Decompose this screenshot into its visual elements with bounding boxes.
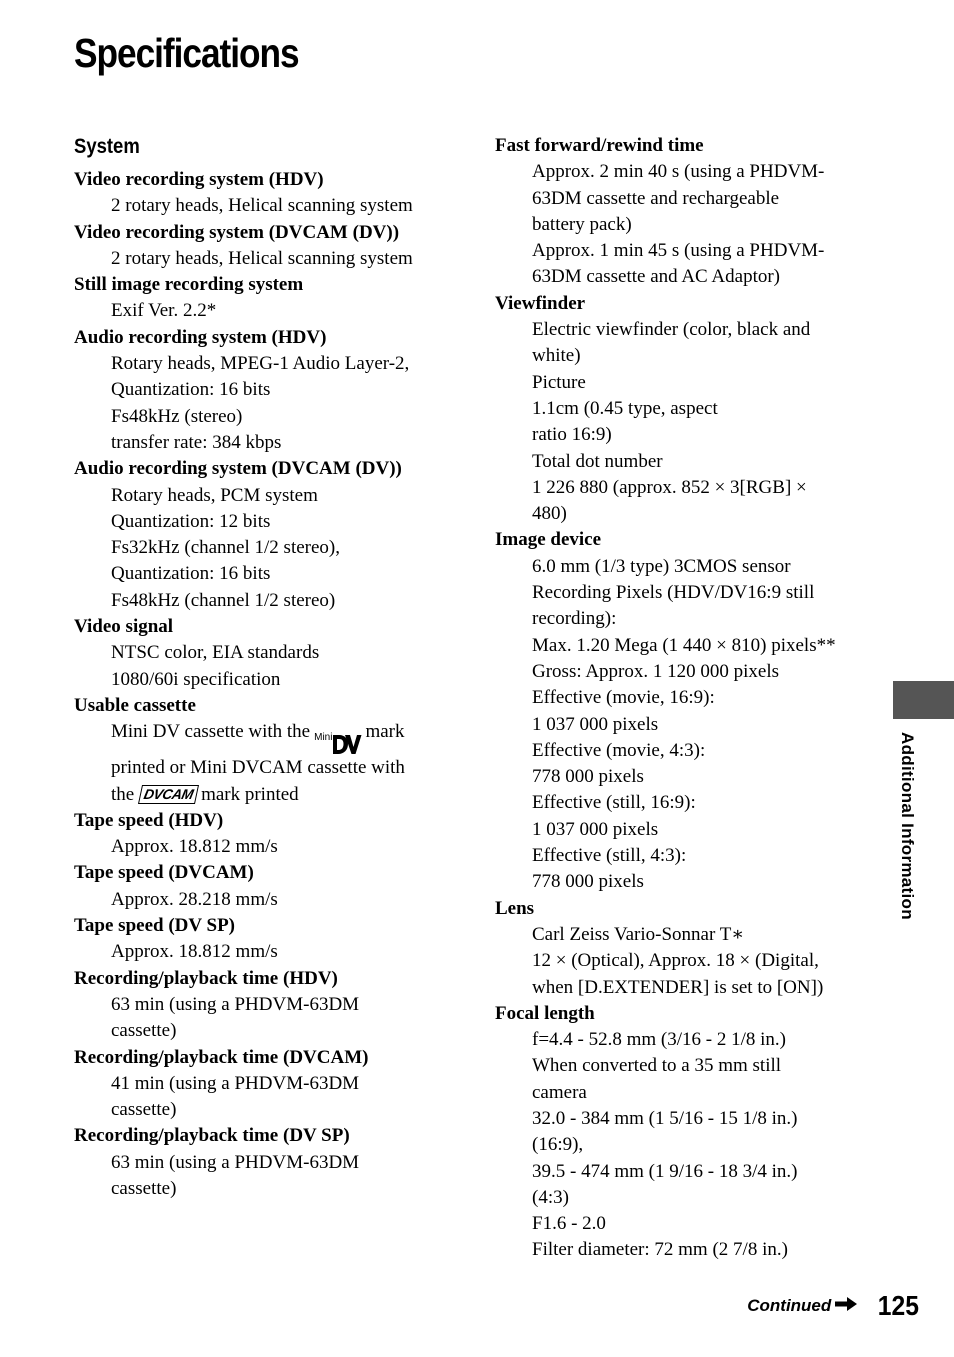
spec-value-line: (16:9),: [532, 1134, 584, 1156]
spec-value-line: Effective (still, 16:9):: [532, 792, 696, 814]
right-spec-list: [495, 133, 880, 1264]
spec-value-line: Rotary heads, MPEG-1 Audio Layer-2,: [111, 353, 410, 375]
spec-value-line: Electric viewfinder (color, black and: [532, 319, 811, 341]
spec-value-line: Max. 1.20 Mega (1 440 × 810) pixels**: [532, 634, 836, 656]
spec-value-line: 6.0 mm (1/3 type) 3CMOS sensor: [532, 555, 791, 577]
spec-value-line: Rotary heads, PCM system: [111, 484, 318, 506]
spec-label: Tape speed (HDV): [74, 809, 224, 831]
spec-value-line: 12 × (Optical), Approx. 18 × (Digital,: [532, 950, 819, 972]
spec-value-line: When converted to a 35 mm still: [532, 1055, 782, 1077]
spec-entry: [74, 220, 459, 273]
spec-value-line: [74, 719, 459, 755]
spec-entry: [74, 860, 459, 913]
spec-label: Audio recording system (DVCAM (DV)): [74, 458, 402, 480]
spec-entry: [495, 1001, 880, 1264]
spec-entry: [74, 808, 459, 861]
spec-label: Recording/playback time (DV SP): [74, 1125, 350, 1147]
spec-label: Fast forward/rewind time: [495, 135, 704, 156]
spec-value-line: 1 037 000 pixels: [532, 713, 659, 735]
spec-entry: [74, 1045, 459, 1124]
spec-value-line: ratio 16:9): [532, 424, 612, 446]
page-title: Specifications: [74, 30, 299, 76]
spec-value-line: Fs48kHz (channel 1/2 stereo): [111, 589, 336, 611]
spec-value-line: Approx. 28.218 mm/s: [111, 888, 278, 910]
spec-entry: [74, 1123, 459, 1202]
spec-value-line: 2 rotary heads, Helical scanning system: [111, 195, 413, 217]
spec-value-line: 2 rotary heads, Helical scanning system: [111, 247, 413, 269]
spec-value-line: NTSC color, EIA standards: [111, 642, 320, 664]
left-column: [74, 133, 459, 1202]
cassette-text: mark printed: [201, 783, 299, 805]
spec-value-line: Fs32kHz (channel 1/2 stereo),: [111, 537, 340, 559]
spec-label: Focal length: [495, 1002, 595, 1024]
spec-value-line: Quantization: 12 bits: [111, 510, 271, 532]
continued-label: Continued: [747, 1296, 832, 1315]
spec-value-line: 1080/60i specification: [111, 668, 281, 690]
spec-label: Tape speed (DVCAM): [74, 862, 254, 884]
spec-entry: [495, 291, 880, 528]
spec-value-line: Recording Pixels (HDV/DV16:9 still: [532, 582, 815, 604]
spec-value-line: Approx. 1 min 45 s (using a PHDVM-: [532, 240, 825, 262]
spec-value-line: printed or Mini DVCAM cassette with: [111, 757, 405, 779]
spec-label: Video recording system (DVCAM (DV)): [74, 221, 400, 243]
spec-label: Lens: [495, 897, 535, 919]
spec-value-line: Effective (movie, 16:9):: [532, 687, 715, 709]
mini-dv-logo: [314, 733, 362, 755]
spec-value-line: 480): [532, 503, 567, 525]
spec-value-line: battery pack): [532, 213, 632, 235]
spec-value-line: cassette): [111, 1177, 177, 1199]
spec-label: Audio recording system (HDV): [74, 326, 327, 348]
spec-label: Viewfinder: [495, 292, 586, 314]
spec-value-line: 63 min (using a PHDVM-63DM: [111, 1151, 360, 1173]
spec-value-line: Effective (movie, 4:3):: [532, 739, 706, 761]
spec-value-line: recording):: [532, 608, 617, 630]
page-number: 125: [878, 1290, 920, 1321]
spec-value-line: camera: [532, 1081, 587, 1103]
spec-value-line: f=4.4 - 52.8 mm (3/16 - 2 1/8 in.): [532, 1029, 786, 1051]
spec-value-line: 1 226 880 (approx. 852 × 3[RGB] ×: [532, 476, 807, 498]
cassette-text: mark: [365, 721, 405, 743]
spec-label: Recording/playback time (HDV): [74, 967, 338, 989]
spec-entry: [495, 896, 880, 1001]
spec-label: Usable cassette: [74, 694, 196, 716]
dvcam-logo: DVCAM: [138, 785, 199, 804]
spec-value-line: 778 000 pixels: [532, 871, 644, 893]
spec-value-line: transfer rate: 384 kbps: [111, 431, 282, 453]
spec-value-line: cassette): [111, 1020, 177, 1042]
spec-label: Video recording system (HDV): [74, 169, 324, 190]
spec-value-line: Exif Ver. 2.2*: [111, 300, 217, 322]
spec-value-line: Picture: [532, 371, 586, 393]
right-arrow-icon: [835, 1297, 857, 1316]
spec-value-line: 39.5 - 474 mm (1 9/16 - 18 3/4 in.): [532, 1160, 798, 1182]
spec-entry: [74, 913, 459, 966]
section-tab-marker: [893, 681, 954, 719]
spec-value-line: 1 037 000 pixels: [532, 818, 659, 840]
spec-value-line: Carl Zeiss Vario-Sonnar T∗: [532, 923, 745, 945]
page-footer: [747, 1290, 922, 1322]
cassette-text: the: [111, 783, 135, 805]
cassette-text: Mini DV cassette with the: [111, 721, 311, 743]
spec-value-line: white): [532, 345, 581, 367]
spec-label: Recording/playback time (DVCAM): [74, 1046, 369, 1068]
spec-value-line: 63 min (using a PHDVM-63DM: [111, 993, 360, 1015]
section-heading: System: [74, 135, 140, 158]
spec-label: Image device: [495, 529, 602, 551]
spec-value-line: Filter diameter: 72 mm (2 7/8 in.): [532, 1239, 788, 1261]
spec-value-line: 63DM cassette and rechargeable: [532, 187, 780, 209]
spec-value-line: 32.0 - 384 mm (1 5/16 - 15 1/8 in.): [532, 1107, 798, 1129]
spec-value-line: 63DM cassette and AC Adaptor): [532, 266, 781, 288]
spec-entry: [74, 456, 459, 614]
spec-entry: [74, 272, 459, 325]
spec-entry: [74, 966, 459, 1045]
spec-value-line: Total dot number: [532, 450, 663, 472]
side-section-label: Additional Information: [898, 732, 917, 920]
mini-dv-logo-text: Mini: [314, 732, 333, 744]
spec-value-line: Approx. 18.812 mm/s: [111, 836, 278, 858]
spec-entry: [74, 167, 459, 220]
spec-value-line: F1.6 - 2.0: [532, 1213, 606, 1235]
spec-value-line: Quantization: 16 bits: [111, 563, 271, 585]
spec-value-line: cassette): [111, 1099, 177, 1121]
spec-value-line: Quantization: 16 bits: [111, 379, 271, 401]
spec-value-line: 1.1cm (0.45 type, aspect: [532, 397, 718, 419]
left-spec-list: [74, 167, 459, 1202]
spec-label: Video signal: [74, 616, 174, 638]
spec-entry: [74, 693, 459, 808]
spec-value-line: Approx. 18.812 mm/s: [111, 941, 278, 963]
spec-value-line: 778 000 pixels: [532, 766, 644, 788]
spec-entry: [74, 325, 459, 456]
right-column: [495, 133, 880, 1264]
spec-value-line: (4:3): [532, 1186, 569, 1208]
spec-value-line: when [D.EXTENDER] is set to [ON]): [532, 976, 824, 998]
spec-value-line: Approx. 2 min 40 s (using a PHDVM-: [532, 161, 825, 183]
spec-value-line: Effective (still, 4:3):: [532, 845, 687, 867]
spec-label: Still image recording system: [74, 274, 304, 296]
spec-value-line: Fs48kHz (stereo): [111, 405, 243, 427]
spec-label: Tape speed (DV SP): [74, 915, 235, 937]
spec-entry: [495, 133, 880, 291]
spec-value-line: [74, 782, 459, 808]
spec-entry: [495, 527, 880, 895]
spec-entry: [74, 614, 459, 693]
spec-value-line: Gross: Approx. 1 120 000 pixels: [532, 660, 779, 682]
spec-value-line: 41 min (using a PHDVM-63DM: [111, 1072, 360, 1094]
